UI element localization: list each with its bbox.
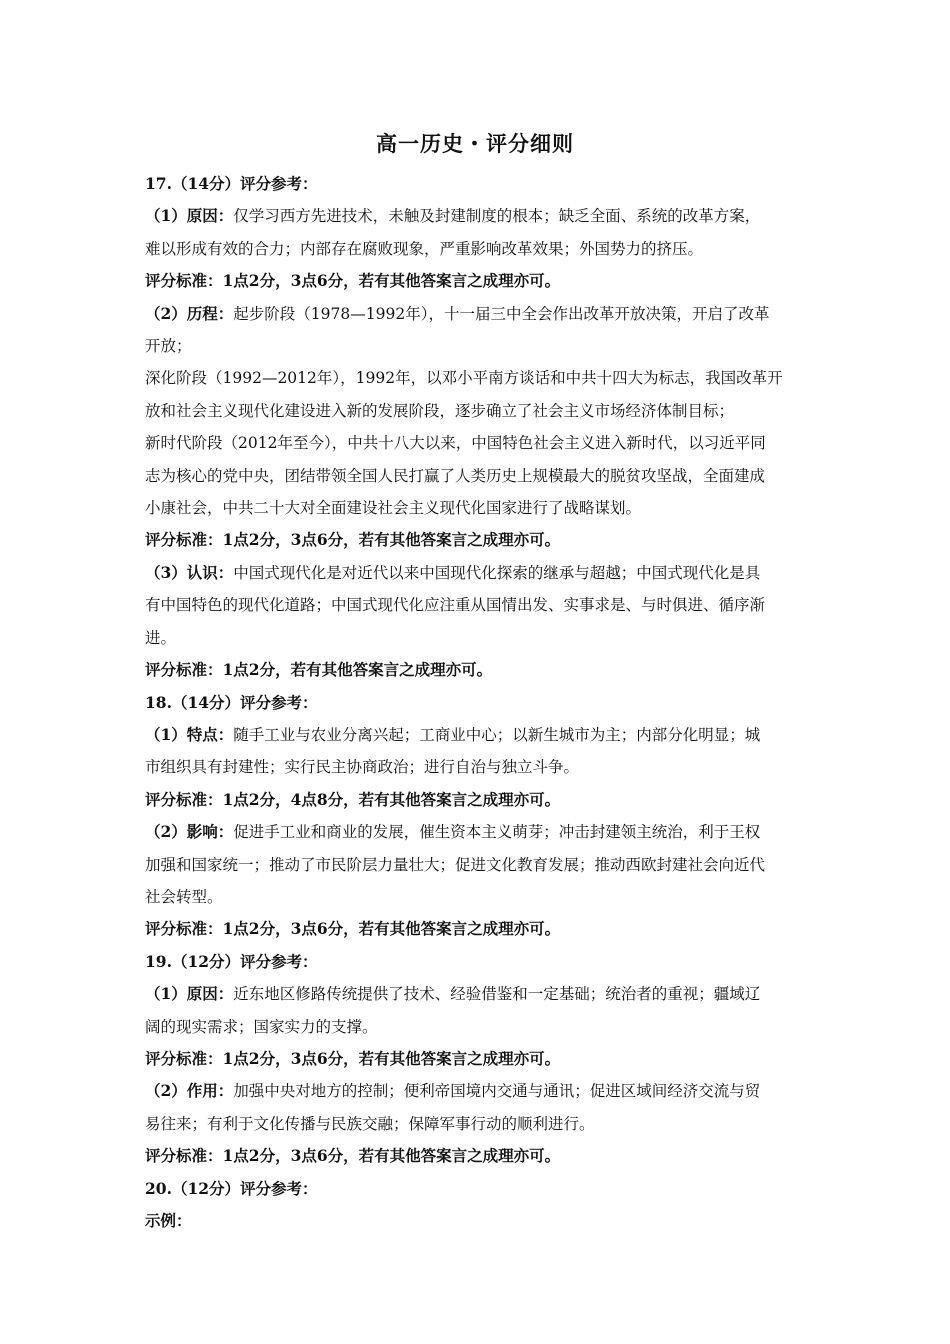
q18-part2-line3: 社会转型。 (145, 887, 223, 906)
q18-part2-label: （2）影响： (145, 822, 234, 842)
q18-part2-line2: 加强和国家统一；推动了市民阶层力量壮大；促进文化教育发展；推动西欧封建社会向近代 (145, 855, 766, 874)
q17-part1-line2: 难以形成有效的合力；内部存在腐败现象，严重影响改革效果；外国势力的挤压。 (145, 239, 704, 258)
question-20-header: 20.（12分）评分参考： (145, 1178, 318, 1198)
q18-part1-label: （1）特点： (145, 724, 234, 744)
q17-part2-text1: 起步阶段（1978—1992年），十一届三中全会作出改革开放决策，开启了改革 (233, 304, 770, 323)
q17-part1-label: （1）原因： (145, 206, 234, 226)
q18-part2-standard: 评分标准：1点2分，3点6分，若有其他答案言之成理亦可。 (145, 919, 561, 939)
question-17-header: 17.（14分）评分参考： (145, 174, 318, 193)
q17-part2-standard: 评分标准：1点2分，3点6分，若有其他答案言之成理亦可。 (145, 530, 561, 550)
q18-part2-line1 (145, 816, 810, 848)
q17-part1-line1 (145, 200, 810, 232)
q18-part2-text1: 促进手工业和商业的发展，催生资本主义萌芽；冲击封建领主统治，利于王权 (233, 823, 761, 842)
q17-part2-line5: 新时代阶段（2012年至今），中共十八大以来，中国特色社会主义进入新时代，以习近平同 (145, 434, 766, 453)
q17-part2-label: （2）历程： (145, 303, 234, 323)
q19-part2-label: （2）作用： (145, 1081, 234, 1101)
q19-part1-standard: 评分标准：1点2分，3点6分，若有其他答案言之成理亦可。 (145, 1048, 561, 1068)
q17-part3-label: （3）认识： (145, 562, 234, 582)
q18-part1-text1: 随手工业与农业分离兴起；工商业中心；以新生城市为主；内部分化明显；城 (233, 725, 761, 744)
q17-part3-line1 (145, 557, 810, 589)
q17-part3-line2: 有中国特色的现代化道路；中国式现代化应注重从国情出发、实事求是、与时俱进、循序渐 (145, 596, 766, 615)
q19-part2-line2: 易往来；有利于文化传播与民族交融；保障军事行动的顺利进行。 (145, 1114, 595, 1133)
q17-part2-line7: 小康社会，中共二十大对全面建设社会主义现代化国家进行了战略谋划。 (145, 499, 642, 518)
q20-example-label: 示例： (145, 1211, 192, 1230)
q19-part2-standard: 评分标准：1点2分，3点6分，若有其他答案言之成理亦可。 (145, 1146, 561, 1166)
q18-part1-line2: 市组织具有封建性；实行民主协商政治；进行自治与独立斗争。 (145, 758, 580, 777)
q17-part3-text1: 中国式现代化是对近代以来中国现代化探索的继承与超越；中国式现代化是具 (233, 563, 761, 582)
q17-part2-line2: 开放； (145, 337, 192, 356)
q18-part1-line1 (145, 719, 810, 751)
q19-part1-text1: 近东地区修路传统提供了技术、经验借鉴和一定基础；统治者的重视；疆域辽 (233, 985, 761, 1004)
q17-part1-standard: 评分标准：1点2分，3点6分，若有其他答案言之成理亦可。 (145, 271, 561, 291)
q18-part1-standard: 评分标准：1点2分，4点8分，若有其他答案言之成理亦可。 (145, 789, 561, 809)
question-18-header: 18.（14分）评分参考： (145, 692, 318, 712)
q17-part2-line1 (145, 298, 810, 330)
q19-part1-label: （1）原因： (145, 984, 234, 1004)
q17-part2-line6: 志为核心的党中央，团结带领全国人民打赢了人类历史上规模最大的脱贫攻坚战，全面建成 (145, 466, 766, 485)
question-19-header: 19.（12分）评分参考： (145, 951, 318, 971)
page-title: 高一历史・评分细则 (376, 132, 574, 156)
q19-part2-line1 (145, 1075, 810, 1107)
q17-part3-standard: 评分标准：1点2分，若有其他答案言之成理亦可。 (145, 660, 493, 680)
q17-part1-text1: 仅学习西方先进技术，未触及封建制度的根本；缺乏全面、系统的改革方案， (233, 207, 761, 226)
q17-part2-line3: 深化阶段（1992—2012年），1992年，以邓小平南方谈话和中共十四大为标志，我国改革开 (145, 369, 783, 388)
q17-part3-line3: 进。 (145, 628, 177, 647)
q17-part2-line4: 放和社会主义现代化建设进入新的发展阶段，逐步确立了社会主义市场经济体制目标； (145, 401, 735, 420)
q19-part1-line1 (145, 978, 810, 1010)
document-body (145, 168, 810, 1237)
q19-part1-line2: 阔的现实需求；国家实力的支撑。 (145, 1017, 378, 1036)
q19-part2-text1: 加强中央对地方的控制；便利帝国境内交通与通讯；促进区域间经济交流与贸 (233, 1082, 761, 1101)
